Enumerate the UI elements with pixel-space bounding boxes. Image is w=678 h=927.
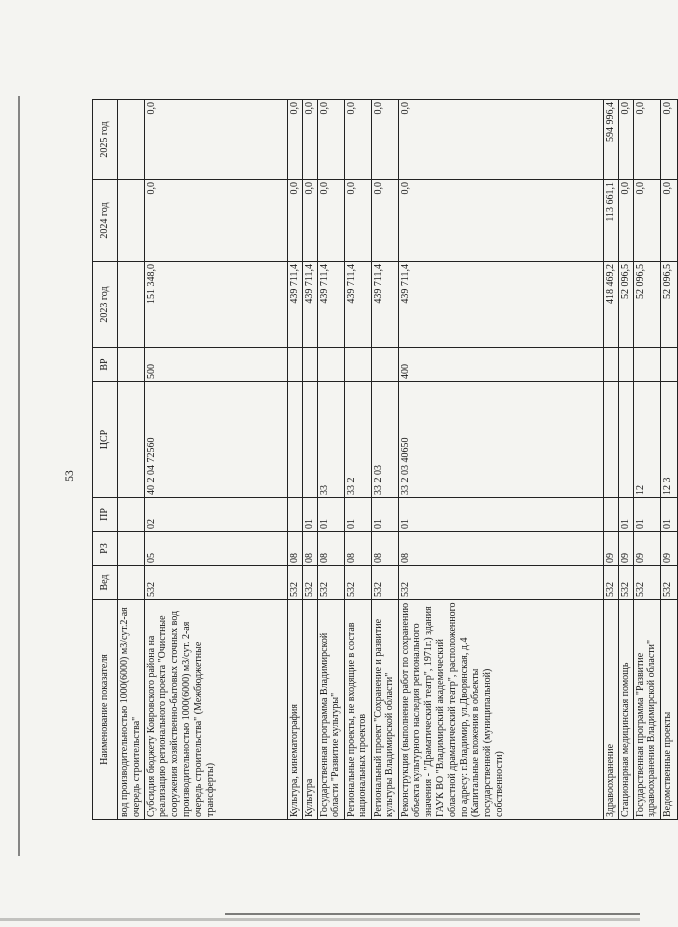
cell-2023: 439 711,4 [398,262,603,348]
cell-2023: 52 096,5 [633,262,660,348]
cell-ved: 532 [633,566,660,600]
cell-ved: 532 [302,566,317,600]
cell-vr: 500 [144,348,287,382]
cell-csr: 33 2 03 [371,382,398,498]
cell-rz: 09 [603,532,618,566]
cell-2025: 594 996,4 [603,100,618,180]
table-row [371,100,398,820]
cell-ved: 532 [618,566,633,600]
cell-csr [603,382,618,498]
cell-rz: 08 [344,532,371,566]
cell-rz: 08 [287,532,302,566]
cell-2023: 418 469,2 [603,262,618,348]
table-row [287,100,302,820]
cell-2024: 0,0 [633,180,660,262]
cell-name: Региональный проект "Сохранение и развитие культуры Владимирской области" [371,600,398,820]
table-row [618,100,633,820]
cell-vr [344,348,371,382]
budget-table [92,99,678,820]
cell-rz: 09 [660,532,677,566]
cell-csr: 33 [317,382,344,498]
cell-rz: 09 [633,532,660,566]
scan-left-edge [18,96,20,856]
cell-pr: 01 [317,498,344,532]
table-row [398,100,603,820]
cell-ved: 532 [287,566,302,600]
cell-pr [603,498,618,532]
cell-ved: 532 [144,566,287,600]
cell-2023: 439 711,4 [287,262,302,348]
cell-2024: 0,0 [144,180,287,262]
cell-csr [287,382,302,498]
cell-2023: 52 096,5 [660,262,677,348]
cell-2025: 0,0 [398,100,603,180]
cell-vr [603,348,618,382]
cell-2025: 0,0 [371,100,398,180]
cell-csr [302,382,317,498]
cell-2024: 0,0 [302,180,317,262]
header-ved: Вед [93,566,118,600]
table-header [93,100,118,820]
table-row [302,100,317,820]
page-number: 53 [64,470,76,482]
cell-rz: 08 [371,532,398,566]
cell-ved: 532 [603,566,618,600]
cell-rz: 05 [144,532,287,566]
cell-name: Ведомственные проекты [660,600,677,820]
cell-name: Культура, кинематография [287,600,302,820]
cell-2024 [118,180,145,262]
cell-2024: 113 661,1 [603,180,618,262]
cell-csr: 33 2 [344,382,371,498]
cell-pr: 01 [302,498,317,532]
cell-2024: 0,0 [398,180,603,262]
header-2023: 2023 год [93,262,118,348]
cell-2025 [118,100,145,180]
cell-2024: 0,0 [317,180,344,262]
cell-csr: 33 2 03 40650 [398,382,603,498]
scan-bottom-edge [225,913,640,915]
cell-name: Государственная программа "Развитие здравоохранения Владимирской области" [633,600,660,820]
cell-2025: 0,0 [287,100,302,180]
table-row [317,100,344,820]
table-row [344,100,371,820]
budget-table-wrapper [92,100,673,820]
cell-vr [302,348,317,382]
table-row [118,100,145,820]
cell-vr: 400 [398,348,603,382]
table-row [633,100,660,820]
cell-vr [287,348,302,382]
cell-2023: 52 096,5 [618,262,633,348]
cell-pr: 01 [633,498,660,532]
header-pr: ПР [93,498,118,532]
cell-rz: 09 [618,532,633,566]
cell-pr: 01 [398,498,603,532]
table-body [118,100,678,820]
cell-pr: 01 [344,498,371,532]
cell-name: Субсидия бюджету Ковровского района на реализацию регионального проекта "Очистные сооружения хозяйственно-бытовых сточных вод производительностью 1000(6000) м3/сут. 2-ая очередь строительства" (Межбюджетные трансферты) [144,600,287,820]
cell-ved: 532 [398,566,603,600]
cell-pr: 02 [144,498,287,532]
cell-2024: 0,0 [660,180,677,262]
header-rz: РЗ [93,532,118,566]
cell-2024: 0,0 [287,180,302,262]
cell-name: Здравоохранение [603,600,618,820]
cell-name: Региональные проекты, не входящие в состав национальных проектов [344,600,371,820]
cell-2024: 0,0 [371,180,398,262]
header-csr: ЦСР [93,382,118,498]
cell-2023: 151 348,0 [144,262,287,348]
table-row [144,100,287,820]
header-name: Наименование показателя [93,600,118,820]
cell-pr: 01 [618,498,633,532]
cell-2024: 0,0 [344,180,371,262]
cell-pr [118,498,145,532]
cell-2025: 0,0 [144,100,287,180]
cell-vr [660,348,677,382]
cell-ved [118,566,145,600]
cell-2025: 0,0 [618,100,633,180]
cell-name: Реконструкция (выполнение работ по сохранению объекта культурного наследия регионального значения - "Драматический театр", 1971г.) здания ГАУК ВО "Владимирский академический областной драматический театр", расположенного по адресу: г.Владимир, ул.Дворянская, д.4 (Капитальные вложения в объекты государственной (муниципальной) собственности) [398,600,603,820]
cell-vr [371,348,398,382]
cell-2023: 439 711,4 [371,262,398,348]
cell-ved: 532 [371,566,398,600]
cell-2025: 0,0 [302,100,317,180]
cell-ved: 532 [344,566,371,600]
scan-bottom-shadow [0,918,640,921]
cell-csr: 40 2 04 72560 [144,382,287,498]
cell-ved: 532 [660,566,677,600]
cell-2025: 0,0 [344,100,371,180]
header-vr: ВР [93,348,118,382]
cell-pr [287,498,302,532]
header-2025: 2025 год [93,100,118,180]
cell-csr [618,382,633,498]
table-row [603,100,618,820]
cell-2023: 439 711,4 [344,262,371,348]
cell-csr: 12 3 [660,382,677,498]
cell-csr: 12 [633,382,660,498]
cell-rz [118,532,145,566]
header-2024: 2024 год [93,180,118,262]
cell-2025: 0,0 [317,100,344,180]
cell-vr [618,348,633,382]
cell-2025: 0,0 [633,100,660,180]
cell-csr [118,382,145,498]
cell-name: Стационарная медицинская помощь [618,600,633,820]
cell-name: вод производительностью 1000(6000) м3/сут.2-ая очередь строительства" [118,600,145,820]
cell-pr: 01 [660,498,677,532]
cell-pr: 01 [371,498,398,532]
cell-vr [118,348,145,382]
table-row [660,100,677,820]
cell-rz: 08 [302,532,317,566]
cell-ved: 532 [317,566,344,600]
cell-vr [633,348,660,382]
cell-2023: 439 711,4 [302,262,317,348]
cell-2023: 439 711,4 [317,262,344,348]
cell-rz: 08 [317,532,344,566]
cell-name: Культура [302,600,317,820]
cell-2024: 0,0 [618,180,633,262]
cell-name: Государственная программа Владимирской области "Развитие культуры" [317,600,344,820]
cell-2023 [118,262,145,348]
cell-2025: 0,0 [660,100,677,180]
cell-rz: 08 [398,532,603,566]
cell-vr [317,348,344,382]
